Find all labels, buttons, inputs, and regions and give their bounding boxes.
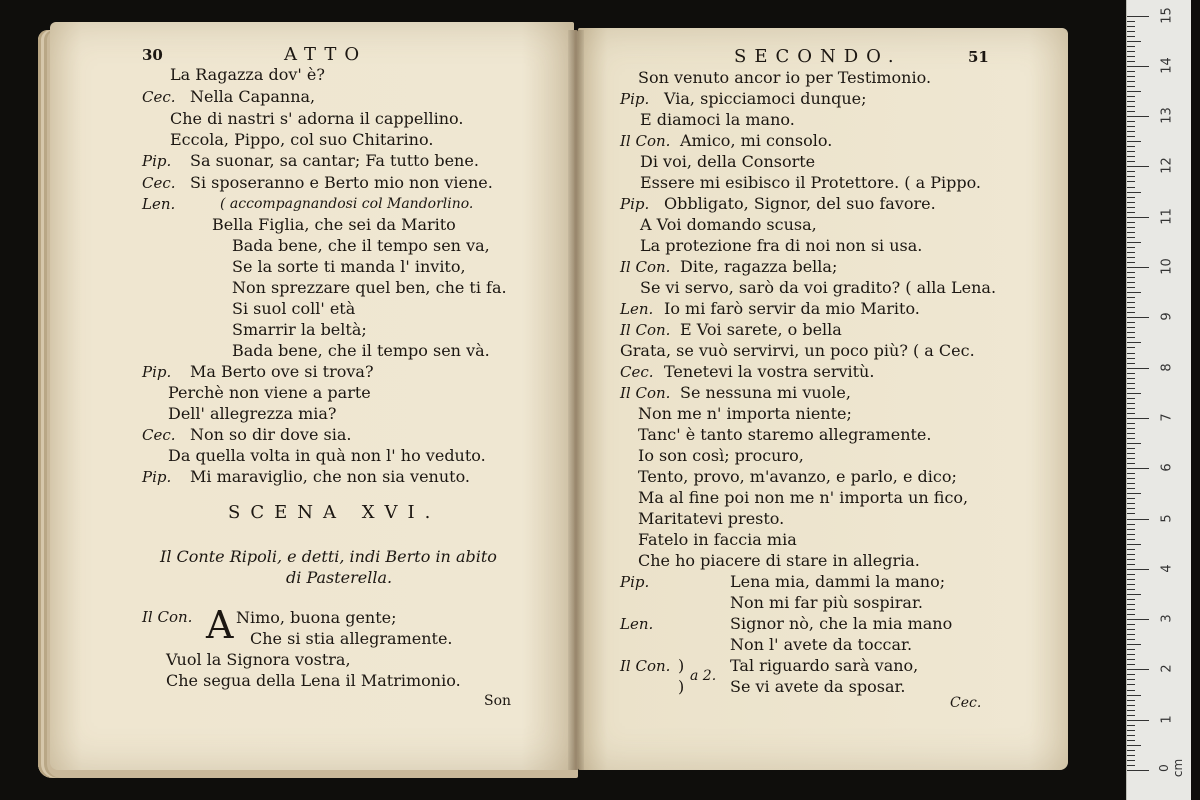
ruler-tick [1127, 629, 1135, 630]
ruler-tick [1127, 519, 1149, 520]
page-number-left: 30 [142, 46, 163, 64]
ruler-tick [1127, 237, 1135, 238]
ruler-tick [1127, 690, 1135, 691]
ruler-tick [1127, 111, 1135, 112]
ruler-tick [1127, 222, 1135, 223]
ruler-tick [1127, 569, 1149, 570]
ruler-tick [1127, 770, 1149, 771]
ruler-tick [1127, 604, 1135, 605]
text-line: Maritatevi presto. [638, 509, 785, 528]
ruler-tick [1127, 639, 1135, 640]
ruler-tick [1127, 720, 1149, 721]
ruler-tick [1127, 705, 1135, 706]
ruler-tick [1127, 171, 1135, 172]
ruler-tick [1127, 81, 1135, 82]
text-line: Si sposeranno e Berto mio non viene. [190, 173, 493, 192]
ruler-tick [1127, 337, 1135, 338]
ruler-tick [1127, 418, 1149, 419]
ruler-number: 10 [1159, 258, 1175, 275]
ruler-number: 7 [1159, 413, 1175, 422]
measurement-ruler [1126, 0, 1191, 800]
ruler-tick [1127, 61, 1135, 62]
text-line: Non mi far più sospirar. [730, 593, 923, 612]
ruler-tick [1127, 710, 1135, 711]
text-line: Non so dir dove sia. [190, 425, 352, 444]
ruler-tick [1127, 131, 1135, 132]
ruler-tick [1127, 438, 1135, 439]
ruler-tick [1127, 151, 1135, 152]
text-line: Bella Figlia, che sei da Marito [212, 215, 456, 234]
ruler-tick [1127, 388, 1135, 389]
ruler-tick [1127, 534, 1135, 535]
ruler-number: 14 [1159, 57, 1175, 74]
ruler-tick [1127, 443, 1141, 444]
ruler-tick [1127, 327, 1135, 328]
ruler-number: 5 [1159, 513, 1175, 523]
ruler-tick [1127, 96, 1135, 97]
ruler-tick [1127, 373, 1135, 374]
ruler-tick [1127, 267, 1149, 268]
ruler-tick [1127, 227, 1135, 228]
ruler-tick [1127, 408, 1135, 409]
speaker: Len. [620, 615, 654, 633]
brace: ) [678, 656, 685, 675]
catchword: Cec. [950, 695, 982, 711]
ruler-tick [1127, 765, 1135, 766]
text-line: Dell' allegrezza mia? [168, 404, 337, 423]
ruler-tick [1127, 529, 1135, 530]
ruler-tick [1127, 282, 1135, 283]
ruler-tick [1127, 156, 1135, 157]
ruler-tick [1127, 368, 1149, 369]
ruler-tick [1127, 21, 1135, 22]
ruler-tick [1127, 332, 1135, 333]
speaker: Pip. [620, 573, 650, 591]
text-line: Non sprezzare quel ben, che ti fa. [232, 278, 507, 297]
ruler-number: 8 [1159, 362, 1175, 372]
text-line: Mi maraviglio, che non sia venuto. [190, 467, 471, 486]
ruler-tick [1127, 353, 1135, 354]
ruler-tick [1127, 589, 1135, 590]
ruler-tick [1127, 498, 1135, 499]
ruler-tick [1127, 257, 1135, 258]
ruler-tick [1127, 378, 1135, 379]
brace: ) [678, 677, 685, 696]
ruler-tick [1127, 121, 1135, 122]
ruler-tick [1127, 287, 1135, 288]
scene-description: Il Conte Ripoli, e detti, indi Berto in abito [160, 547, 497, 566]
speaker: Len. [620, 300, 654, 318]
text-line: Eccola, Pippo, col suo Chitarino. [170, 130, 434, 149]
text-line: Che segua della Lena il Matrimonio. [166, 671, 461, 690]
text-line: Ma al fine poi non me n' importa un fico, [638, 488, 969, 507]
ruler-tick [1127, 483, 1135, 484]
ruler-tick [1127, 745, 1141, 746]
ruler-tick [1127, 312, 1135, 313]
text-line: Vuol la Signora vostra, [166, 650, 351, 669]
ruler-tick [1127, 559, 1135, 560]
ruler-number: 1 [1159, 715, 1175, 724]
ruler-tick [1127, 725, 1135, 726]
ruler-tick [1127, 508, 1135, 509]
text-line: Dite, ragazza bella; [680, 257, 838, 276]
text-line: La Ragazza dov' è? [170, 65, 325, 84]
ruler-tick [1127, 579, 1135, 580]
text-line: Nella Capanna, [190, 87, 316, 106]
ruler-tick [1127, 398, 1135, 399]
ruler-tick [1127, 730, 1135, 731]
text-line: Tal riguardo sarà vano, [730, 656, 919, 675]
ruler-tick [1127, 539, 1135, 540]
ruler-tick [1127, 549, 1135, 550]
ruler-number: 6 [1159, 463, 1175, 472]
ruler-tick [1127, 684, 1135, 685]
speaker: Pip. [142, 363, 172, 381]
ruler-tick [1127, 715, 1135, 716]
ruler-tick [1127, 624, 1135, 625]
text-line: Son venuto ancor io per Testimonio. [638, 68, 932, 87]
ruler-tick [1127, 101, 1135, 102]
text-line: Tanc' è tanto staremo allegramente. [638, 425, 932, 444]
ruler-tick [1127, 478, 1135, 479]
ruler-tick [1127, 473, 1135, 474]
ruler-tick [1127, 16, 1149, 17]
ruler-tick [1127, 317, 1149, 318]
ruler-tick [1127, 544, 1141, 545]
ruler-tick [1127, 554, 1135, 555]
ruler-tick [1127, 242, 1141, 243]
ruler-tick [1127, 654, 1135, 655]
ruler-tick [1127, 383, 1135, 384]
stage-direction: ( accompagnandosi col Mandorlino. [220, 196, 474, 212]
ruler-tick [1127, 176, 1135, 177]
text-line: Di voi, della Consorte [640, 152, 816, 171]
drop-cap: A [206, 603, 234, 647]
text-line: E diamoci la mano. [640, 110, 795, 129]
ruler-tick [1127, 262, 1135, 263]
ruler-tick [1127, 659, 1135, 660]
ruler-number: 11 [1159, 207, 1175, 225]
ruler-tick [1127, 614, 1135, 615]
ruler-tick [1127, 166, 1149, 167]
ruler-tick [1127, 26, 1135, 27]
text-line: Che si stia allegramente. [250, 629, 453, 648]
scene-description: di Pasterella. [286, 568, 393, 587]
speaker: Pip. [142, 152, 172, 170]
ruler-number: 9 [1159, 312, 1175, 321]
ruler-tick [1127, 136, 1135, 137]
ruler-tick [1127, 619, 1149, 620]
ruler-tick [1127, 232, 1135, 233]
ruler-tick [1127, 197, 1135, 198]
ruler-tick [1127, 86, 1135, 87]
ruler-tick [1127, 207, 1135, 208]
ruler-tick [1127, 458, 1135, 459]
catchword: Son [484, 693, 512, 709]
ruler-tick [1127, 448, 1135, 449]
ruler-tick [1127, 453, 1135, 454]
ruler-tick [1127, 740, 1135, 741]
ruler-tick [1127, 307, 1135, 308]
text-line: Se la sorte ti manda l' invito, [232, 257, 466, 276]
speaker: Pip. [142, 468, 172, 486]
a2-label: a 2. [690, 668, 717, 684]
text-line: Che di nastri s' adorna il cappellino. [170, 109, 464, 128]
text-line: Da quella volta in quà non l' ho veduto. [168, 446, 486, 465]
ruler-tick [1127, 187, 1135, 188]
ruler-tick [1127, 202, 1135, 203]
ruler-tick [1127, 46, 1135, 47]
ruler-tick [1127, 247, 1135, 248]
ruler-number: 15 [1159, 6, 1175, 24]
speaker: Il Con. [620, 321, 671, 339]
speaker: Cec. [142, 174, 176, 192]
ruler-tick [1127, 413, 1135, 414]
running-head-right: SECONDO. [734, 46, 902, 67]
text-line: Si suol coll' età [232, 299, 356, 318]
ruler-tick [1127, 91, 1141, 92]
ruler-tick [1127, 36, 1135, 37]
ruler-tick [1127, 192, 1141, 193]
speaker: Il Con. [620, 132, 671, 150]
text-line: Bada bene, che il tempo sen va, [232, 236, 490, 255]
ruler-tick [1127, 272, 1135, 273]
text-line: La protezione fra di noi non si usa. [640, 236, 923, 255]
ruler-tick [1127, 252, 1135, 253]
ruler-tick [1127, 463, 1135, 464]
speaker: Il Con. [620, 657, 671, 675]
ruler-tick [1127, 428, 1135, 429]
ruler-tick [1127, 106, 1135, 107]
text-line: Io mi farò servir da mio Marito. [664, 299, 920, 318]
ruler-tick [1127, 503, 1135, 504]
ruler-tick [1127, 669, 1149, 670]
text-line: Smarrir la beltà; [232, 320, 367, 339]
ruler-tick [1127, 679, 1135, 680]
text-line: Tenetevi la vostra servitù. [664, 362, 875, 381]
ruler-tick [1127, 664, 1135, 665]
ruler-number: 12 [1159, 157, 1175, 175]
text-line: Signor nò, che la mia mano [730, 614, 953, 633]
ruler-tick [1127, 760, 1135, 761]
ruler-tick [1127, 363, 1135, 364]
text-line: Fatelo in faccia mia [638, 530, 797, 549]
ruler-number: 3 [1159, 614, 1175, 623]
ruler-tick [1127, 634, 1135, 635]
text-line: Bada bene, che il tempo sen và. [232, 341, 490, 360]
ruler-tick [1127, 468, 1149, 469]
ruler-tick [1127, 750, 1135, 751]
ruler-tick [1127, 358, 1135, 359]
text-line: E Voi sarete, o bella [680, 320, 842, 339]
ruler-tick [1127, 599, 1135, 600]
ruler-tick [1127, 181, 1135, 182]
ruler-tick [1127, 31, 1135, 32]
book-gutter [568, 30, 584, 770]
text-line: Lena mia, dammi la mano; [730, 572, 946, 591]
ruler-tick [1127, 524, 1135, 525]
text-line: Sa suonar, sa cantar; Fa tutto bene. [190, 151, 479, 170]
ruler-tick [1127, 423, 1135, 424]
text-line: Ma Berto ove si trova? [190, 362, 374, 381]
ruler-tick [1127, 403, 1135, 404]
ruler-tick [1127, 649, 1135, 650]
ruler-tick [1127, 755, 1135, 756]
text-line: Tento, provo, m'avanzo, e parlo, e dico; [638, 467, 957, 486]
ruler-tick [1127, 56, 1135, 57]
ruler-tick [1127, 212, 1135, 213]
text-line: Essere mi esibisco il Protettore. ( a Pippo. [640, 173, 981, 192]
ruler-tick [1127, 161, 1135, 162]
page-number-right: 51 [968, 48, 989, 66]
speaker: Il Con. [620, 258, 671, 276]
text-line: Se vi avete da sposar. [730, 677, 906, 696]
speaker: Len. [142, 195, 176, 213]
speaker: Il Con. [620, 384, 671, 402]
ruler-tick [1127, 141, 1141, 142]
ruler-tick [1127, 584, 1135, 585]
ruler-tick [1127, 594, 1141, 595]
ruler-tick [1127, 66, 1149, 67]
ruler-tick [1127, 116, 1149, 117]
ruler-number: 13 [1159, 107, 1175, 124]
running-head-left: ATTO [284, 44, 368, 65]
ruler-number: 4 [1159, 564, 1175, 573]
ruler-tick [1127, 146, 1135, 147]
ruler-tick [1127, 564, 1135, 565]
ruler-tick [1127, 277, 1135, 278]
ruler-tick [1127, 393, 1141, 394]
text-line: Non me n' importa niente; [638, 404, 852, 423]
ruler-tick [1127, 76, 1135, 77]
text-line: Se nessuna mi vuole, [680, 383, 851, 402]
ruler-tick [1127, 342, 1141, 343]
speaker: Cec. [142, 426, 176, 444]
ruler-tick [1127, 51, 1135, 52]
speaker: Cec. [142, 88, 176, 106]
ruler-tick [1127, 674, 1135, 675]
text-line: A Voi domando scusa, [640, 215, 817, 234]
speaker: Pip. [620, 90, 650, 108]
text-line: Via, spicciamoci dunque; [664, 89, 867, 108]
ruler-number: 2 [1159, 664, 1175, 674]
ruler-tick [1127, 644, 1141, 645]
ruler-tick [1127, 347, 1135, 348]
ruler-tick [1127, 217, 1149, 218]
ruler-tick [1127, 488, 1135, 489]
ruler-tick [1127, 302, 1135, 303]
text-line: Grata, se vuò servirvi, un poco più? ( a Cec. [620, 341, 975, 360]
text-line: Se vi servo, sarò da voi gradito? ( alla Lena. [640, 278, 997, 297]
ruler-tick [1127, 322, 1135, 323]
ruler-tick [1127, 493, 1141, 494]
text-line: Amico, mi consolo. [680, 131, 833, 150]
ruler-tick [1127, 609, 1135, 610]
text-line: Che ho piacere di stare in allegria. [638, 551, 920, 570]
text-line: Non l' avete da toccar. [730, 635, 913, 654]
scene-heading: SCENA XVI. [228, 502, 441, 523]
ruler-tick [1127, 433, 1135, 434]
ruler-tick [1127, 71, 1135, 72]
ruler-tick [1127, 292, 1141, 293]
speaker: Cec. [620, 363, 654, 381]
ruler-tick [1127, 695, 1141, 696]
ruler-unit: 0 cm [1157, 758, 1185, 778]
speaker: Il Con. [142, 608, 193, 626]
text-line: Obbligato, Signor, del suo favore. [664, 194, 936, 213]
text-line: Perchè non viene a parte [168, 383, 371, 402]
text-line: Nimo, buona gente; [236, 608, 397, 627]
ruler-tick [1127, 513, 1135, 514]
ruler-tick [1127, 735, 1135, 736]
ruler-tick [1127, 126, 1135, 127]
ruler-tick [1127, 574, 1135, 575]
ruler-tick [1127, 297, 1135, 298]
ruler-tick [1127, 700, 1135, 701]
ruler-tick [1127, 41, 1141, 42]
text-line: Io son così; procuro, [638, 446, 804, 465]
speaker: Pip. [620, 195, 650, 213]
